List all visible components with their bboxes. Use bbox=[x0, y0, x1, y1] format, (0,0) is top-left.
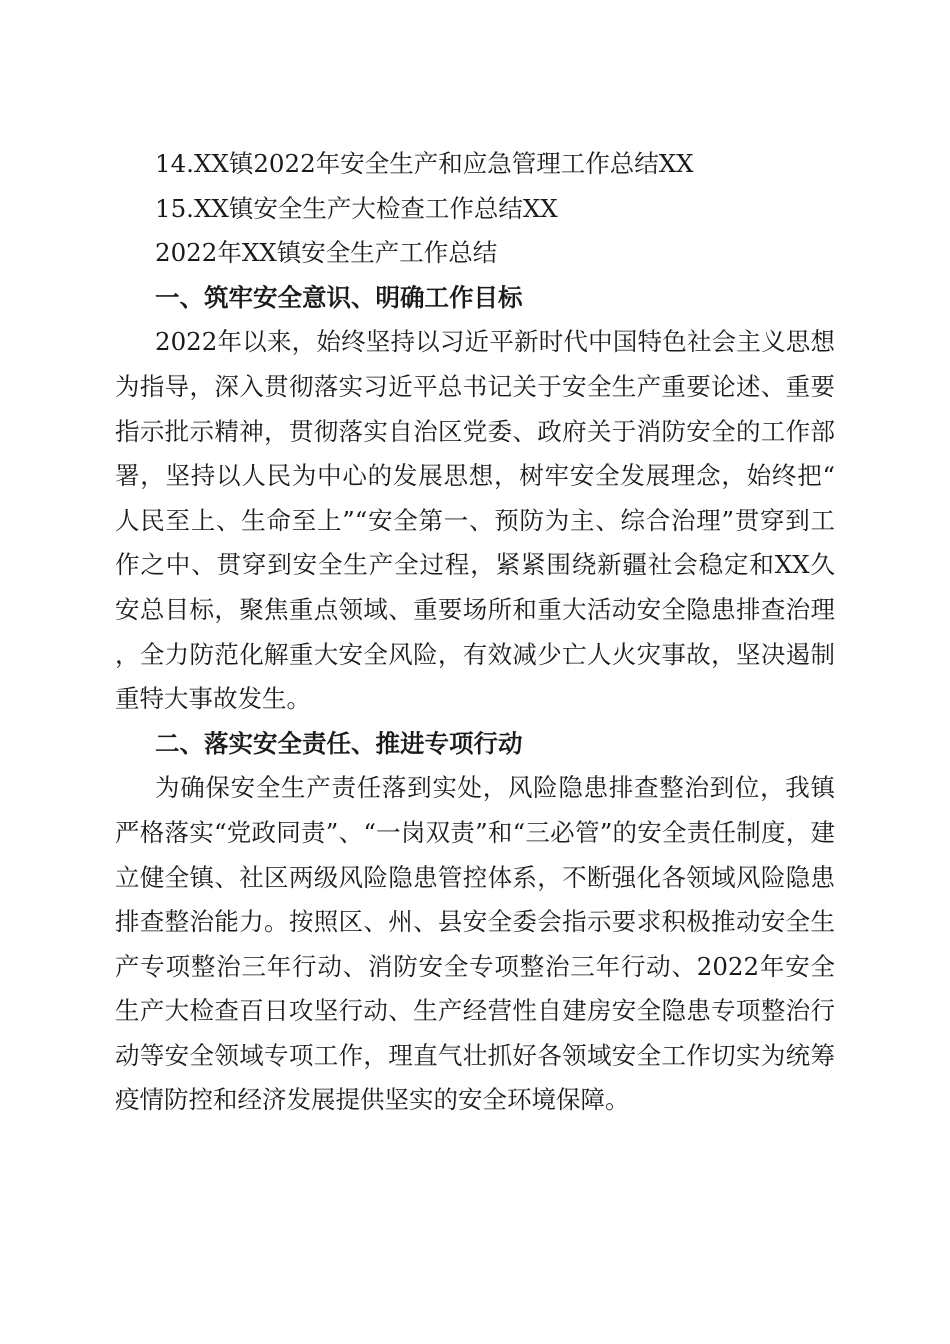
list-item: 14.XX镇2022年安全生产和应急管理工作总结XX bbox=[155, 149, 694, 178]
section-heading: 二、落实安全责任、推进专项行动 bbox=[155, 728, 523, 758]
document-title: 2022年XX镇安全生产工作总结 bbox=[155, 238, 498, 268]
document-body bbox=[115, 142, 835, 1123]
section-paragraph: 为确保安全生产责任落到实处，风险隐患排查整治到位，我镇严格落实“党政同责”、“一岗双责”和“三必管”的安全责任制度，建立健全镇、社区两级风险隐患管控体系，不断强化各领域风险隐患排查整治能力。按照区、州、县安全委会指示要求积极推动安全生产专项整治三年行动、消防安全专项整治三年行动、2022年安全生产大检查百日攻坚行动、生产经营性自建房安全隐患专项整治行动等安全领域专项工作，理直气壮抓好各领域安全工作切实为统筹疫情防控和经济发展提供坚实的安全环境保障。 bbox=[115, 773, 835, 1115]
list-item: 15.XX镇安全生产大检查工作总结XX bbox=[155, 193, 558, 223]
section-paragraph: 2022年以来，始终坚持以习近平新时代中国特色社会主义思想为指导，深入贯彻落实习近平总书记关于安全生产重要论述、重要指示批示精神，贯彻落实自治区党委、政府关于消防安全的工作部署，坚持以人民为中心的发展思想，树牢安全发展理念，始终把“人民至上、生命至上”“安全第一、预防为主、综合治理”贯穿到工作之中、贯穿到安全生产全过程，紧紧围绕新疆社会稳定和XX久安总目标，聚焦重点领域、重要场所和重大活动安全隐患排查治理，全力防范化解重大安全风险，有效减少亡人火灾事故，坚决遏制重特大事故发生。 bbox=[115, 327, 835, 714]
section-heading: 一、筑牢安全意识、明确工作目标 bbox=[155, 282, 523, 312]
